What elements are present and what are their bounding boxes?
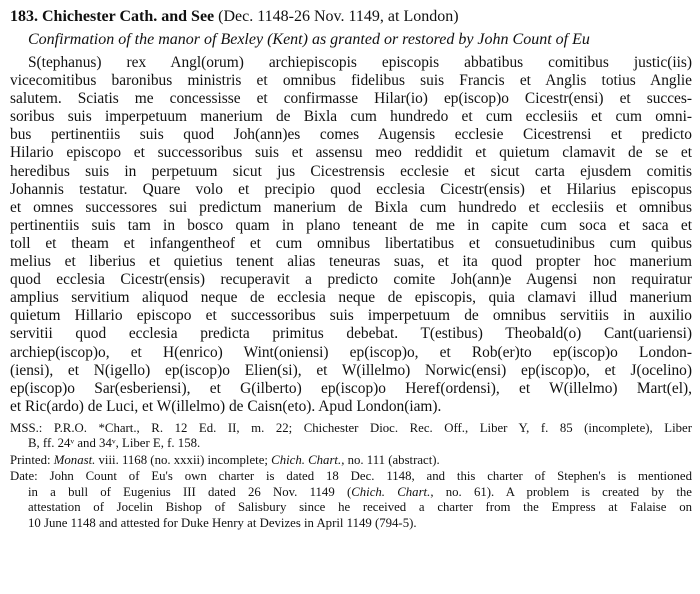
date-note — [10, 469, 692, 531]
charter-line: Johannis testatur. Quare volo et precipio quod ecclesia Cicestr(ensis) et Hilarius episcopus — [10, 180, 692, 198]
chichester-chartulary-detail: , no. 111 (abstract). — [341, 452, 440, 467]
entry-title: Chichester Cath. and See — [42, 8, 215, 25]
charter-text — [10, 54, 692, 416]
charter-line: quod ecclesia Cicestr(ensis) recuperavit a predicto comite Joh(ann)e Augensi non requiratur — [10, 271, 692, 289]
charter-line: melius et liberius et quietius tenent alias teneuras suas, et ita quod propter hoc manerium — [10, 253, 692, 271]
entry-number: 183. — [10, 8, 38, 25]
charter-line: Hilario episcopo et successoribus suis et assensu meo reddidit et quietum clamavit de se et — [10, 144, 692, 162]
charter-line: salutem. Sciatis me concessisse et confirmasse Hilar(io) ep(iscop)o Cicestr(ensi) et succes- — [10, 90, 692, 108]
charter-line: ep(iscop)o Sar(esberiensi), et G(ilberto) ep(iscop)o Heref(ordensi), et W(illelmo) Mart(el), — [10, 379, 692, 397]
date-note-line — [10, 485, 692, 501]
charter-line: soribus suis imperpetuum manerium de Bixla cum hundredo et cum ecclesiis et cum omni- — [10, 108, 692, 126]
entry-subheading: Confirmation of the manor of Bexley (Kent) as granted or restored by John Count of Eu — [28, 31, 590, 48]
charter-line: pertinentiis suis tam in bosco quam in plano teneant de me in capite cum soca et saca et — [10, 216, 692, 234]
charter-line: amplius servitium aliquod neque de ecclesia neque de episcopis, quia clamavi illud manerium — [10, 289, 692, 307]
charter-line: S(tephanus) rex Angl(orum) archiepiscopis episcopis abbatibus comitibus justic(iis) — [28, 54, 692, 71]
document-page — [10, 6, 692, 532]
charter-line: heredibus suis in perpetuum sicut jus Cicestrensis ecclesie et sicut carta ejusdem comitis — [10, 162, 692, 180]
charter-line: bus pertinentiis suis quod Joh(ann)es comes Augensis ecclesie Cicestrensi et predicto — [10, 126, 692, 144]
mss-note-line: MSS.: P.R.O. *Chart., R. 12 Ed. II, m. 22; Chichester Dioc. Rec. Off., Liber Y, f. 85 (incomplete), Liber — [10, 420, 692, 435]
chichester-chartulary-ref: Chich. Chart. — [271, 452, 342, 467]
charter-line: quietum Hillario episcopo et successoribus suis imperpetuum de omnibus servitiis in auxilio — [10, 307, 692, 325]
apparatus-notes — [10, 421, 692, 532]
charter-line: toll et theam et infangentheof et cum omnibus libertatibus et consuetudinibus cum quibus — [10, 234, 692, 252]
date-note-text: , no. 61). A problem is created by the — [430, 484, 692, 499]
date-note-chartulary-ref: Chich. Chart. — [351, 484, 431, 499]
date-note-text: in a bull of Eugenius III dated 26 Nov. 1149 ( — [28, 484, 352, 499]
mss-note — [10, 421, 692, 452]
entry-heading — [10, 6, 692, 27]
entry-dates: (Dec. 1148-26 Nov. 1149, at London) — [218, 8, 459, 25]
date-note-line: Date: John Count of Eu's own charter is dated 18 Dec. 1148, and this charter of Stephen's is mentioned — [10, 469, 692, 484]
charter-line: et omnes successores sui predictum manerium de Bixla cum hundredo et ecclesiis et omnibus — [10, 198, 692, 216]
date-note-line: 10 June 1148 and attested for Duke Henry at Devizes in April 1149 (794-5). — [28, 515, 417, 530]
date-note-line: attestation of Jocelin Bishop of Salisbury since he received a charter from the Empress at Falaise on — [28, 500, 692, 515]
charter-line: vicecomitibus baronibus ministris et omnibus fidelibus suis Francis et Anglis totius Anglie — [10, 72, 692, 90]
charter-line: servitii quod ecclesia predicta primitus debebat. T(estibus) Theobald(o) Cant(uariensi) — [10, 325, 692, 343]
printed-note — [10, 453, 692, 469]
charter-line: archiep(iscop)o, et H(enrico) Wint(oniensi) ep(iscop)o, et Rob(er)to ep(iscop)o London- — [10, 343, 692, 361]
mss-note-line: B, ff. 24ᵛ and 34ᵛ, Liber E, f. 158. — [28, 436, 201, 451]
charter-line: et Ric(ardo) de Luci, et W(illelmo) de Caisn(eto). Apud London(iam). — [10, 397, 442, 415]
printed-label: Printed: — [10, 452, 54, 467]
charter-line: (iensi), et N(igello) ep(iscop)o Elien(si), et W(illelmo) Norwic(ensi) ep(iscop)o, et J(ocelino) — [10, 361, 692, 379]
printed-note-line — [10, 453, 692, 469]
monasticon-detail: viii. 1168 (no. xxxii) incomplete; — [95, 452, 272, 467]
monasticon-ref: Monast. — [53, 452, 96, 467]
